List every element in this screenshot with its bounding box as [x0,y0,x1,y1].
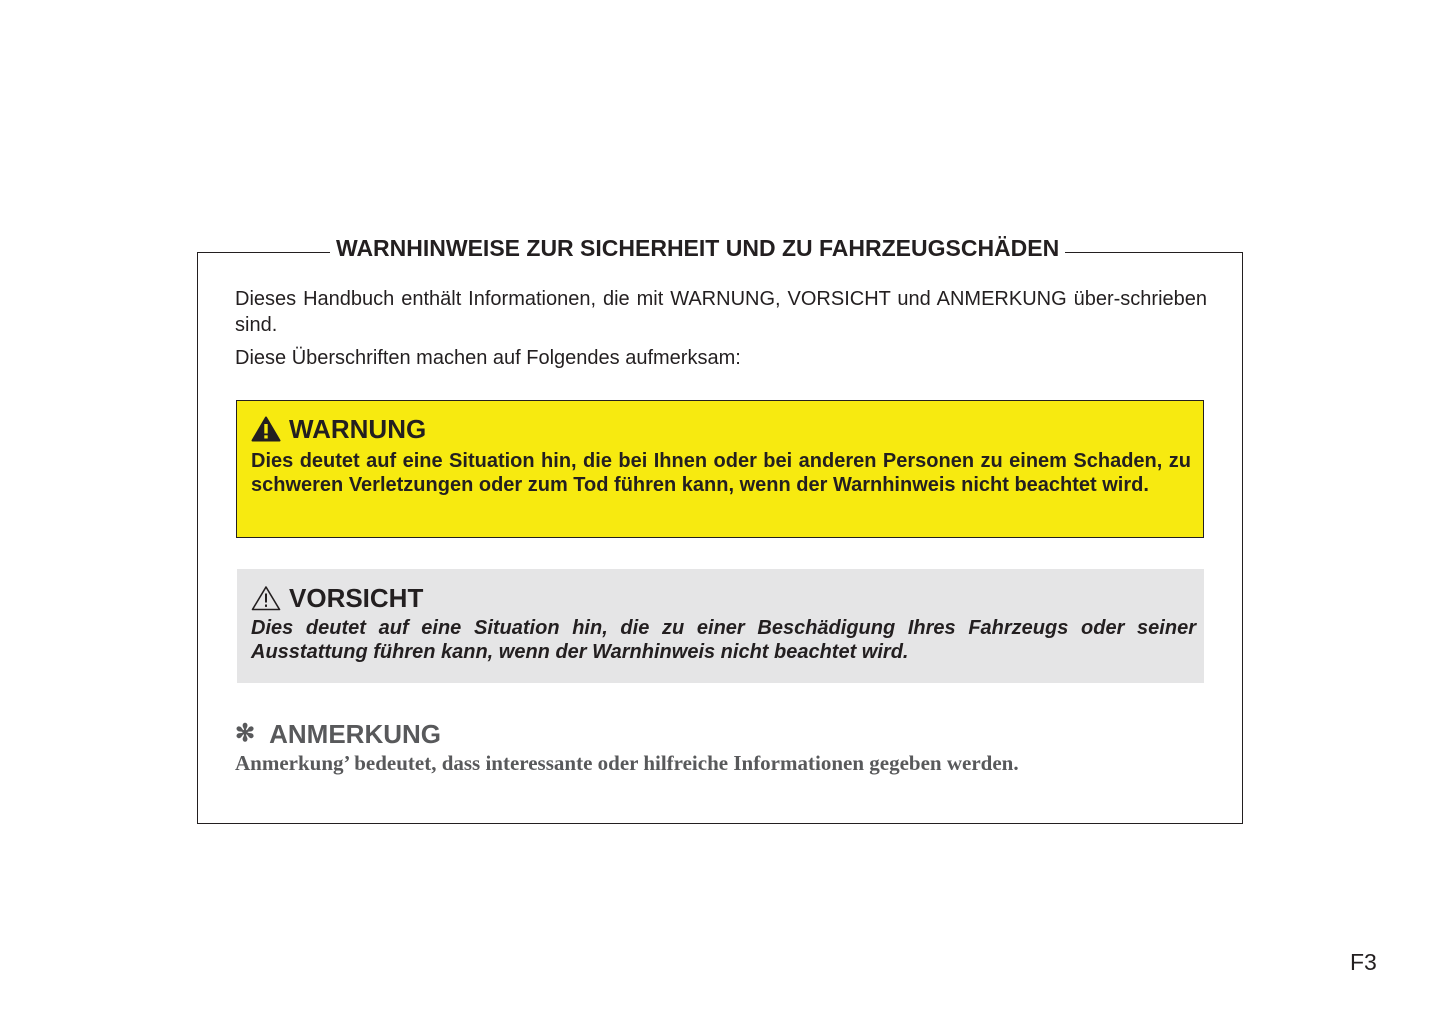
warning-title: WARNUNG [289,414,427,444]
warning-triangle-filled-icon [251,416,281,442]
caution-box [237,569,1204,683]
intro-text [235,286,1207,371]
section-title: WARNHINWEISE ZUR SICHERHEIT UND ZU FAHRZEUGSCHÄDEN [330,234,1065,262]
note-title: ANMERKUNG [269,719,441,749]
note-text: Anmerkung’ bedeutet, dass interessante oder hilfreiche Informationen gegeben werden. [235,751,1019,775]
caution-triangle-outline-icon [251,585,281,611]
warning-box [236,400,1204,538]
caution-title: VORSICHT [289,583,424,613]
intro-paragraph-1: Dieses Handbuch enthält Informationen, die mit WARNUNG, VORSICHT und ANMERKUNG über-schrieben sind. [235,288,1207,336]
page-number: F3 [1350,949,1377,975]
note-heading [235,718,441,750]
caution-text: Dies deutet auf eine Situation hin, die zu einer Beschädigung Ihres Fahrzeugs oder seiner Ausstattung führen kann, wenn der Warnhinweis nicht beachtet wird. [251,617,1196,663]
warning-text: Dies deutet auf eine Situation hin, die bei Ihnen oder bei anderen Personen zu einem Schaden, zu schweren Verletzungen oder zum Tod führen kann, wenn der Warnhinweis nicht beachtet wird. [251,450,1191,496]
warning-heading [251,414,426,444]
asterisk-icon: ✻ [235,720,256,747]
intro-paragraph-2: Diese Überschriften machen auf Folgendes aufmerksam: [235,347,741,369]
caution-heading [251,583,423,613]
